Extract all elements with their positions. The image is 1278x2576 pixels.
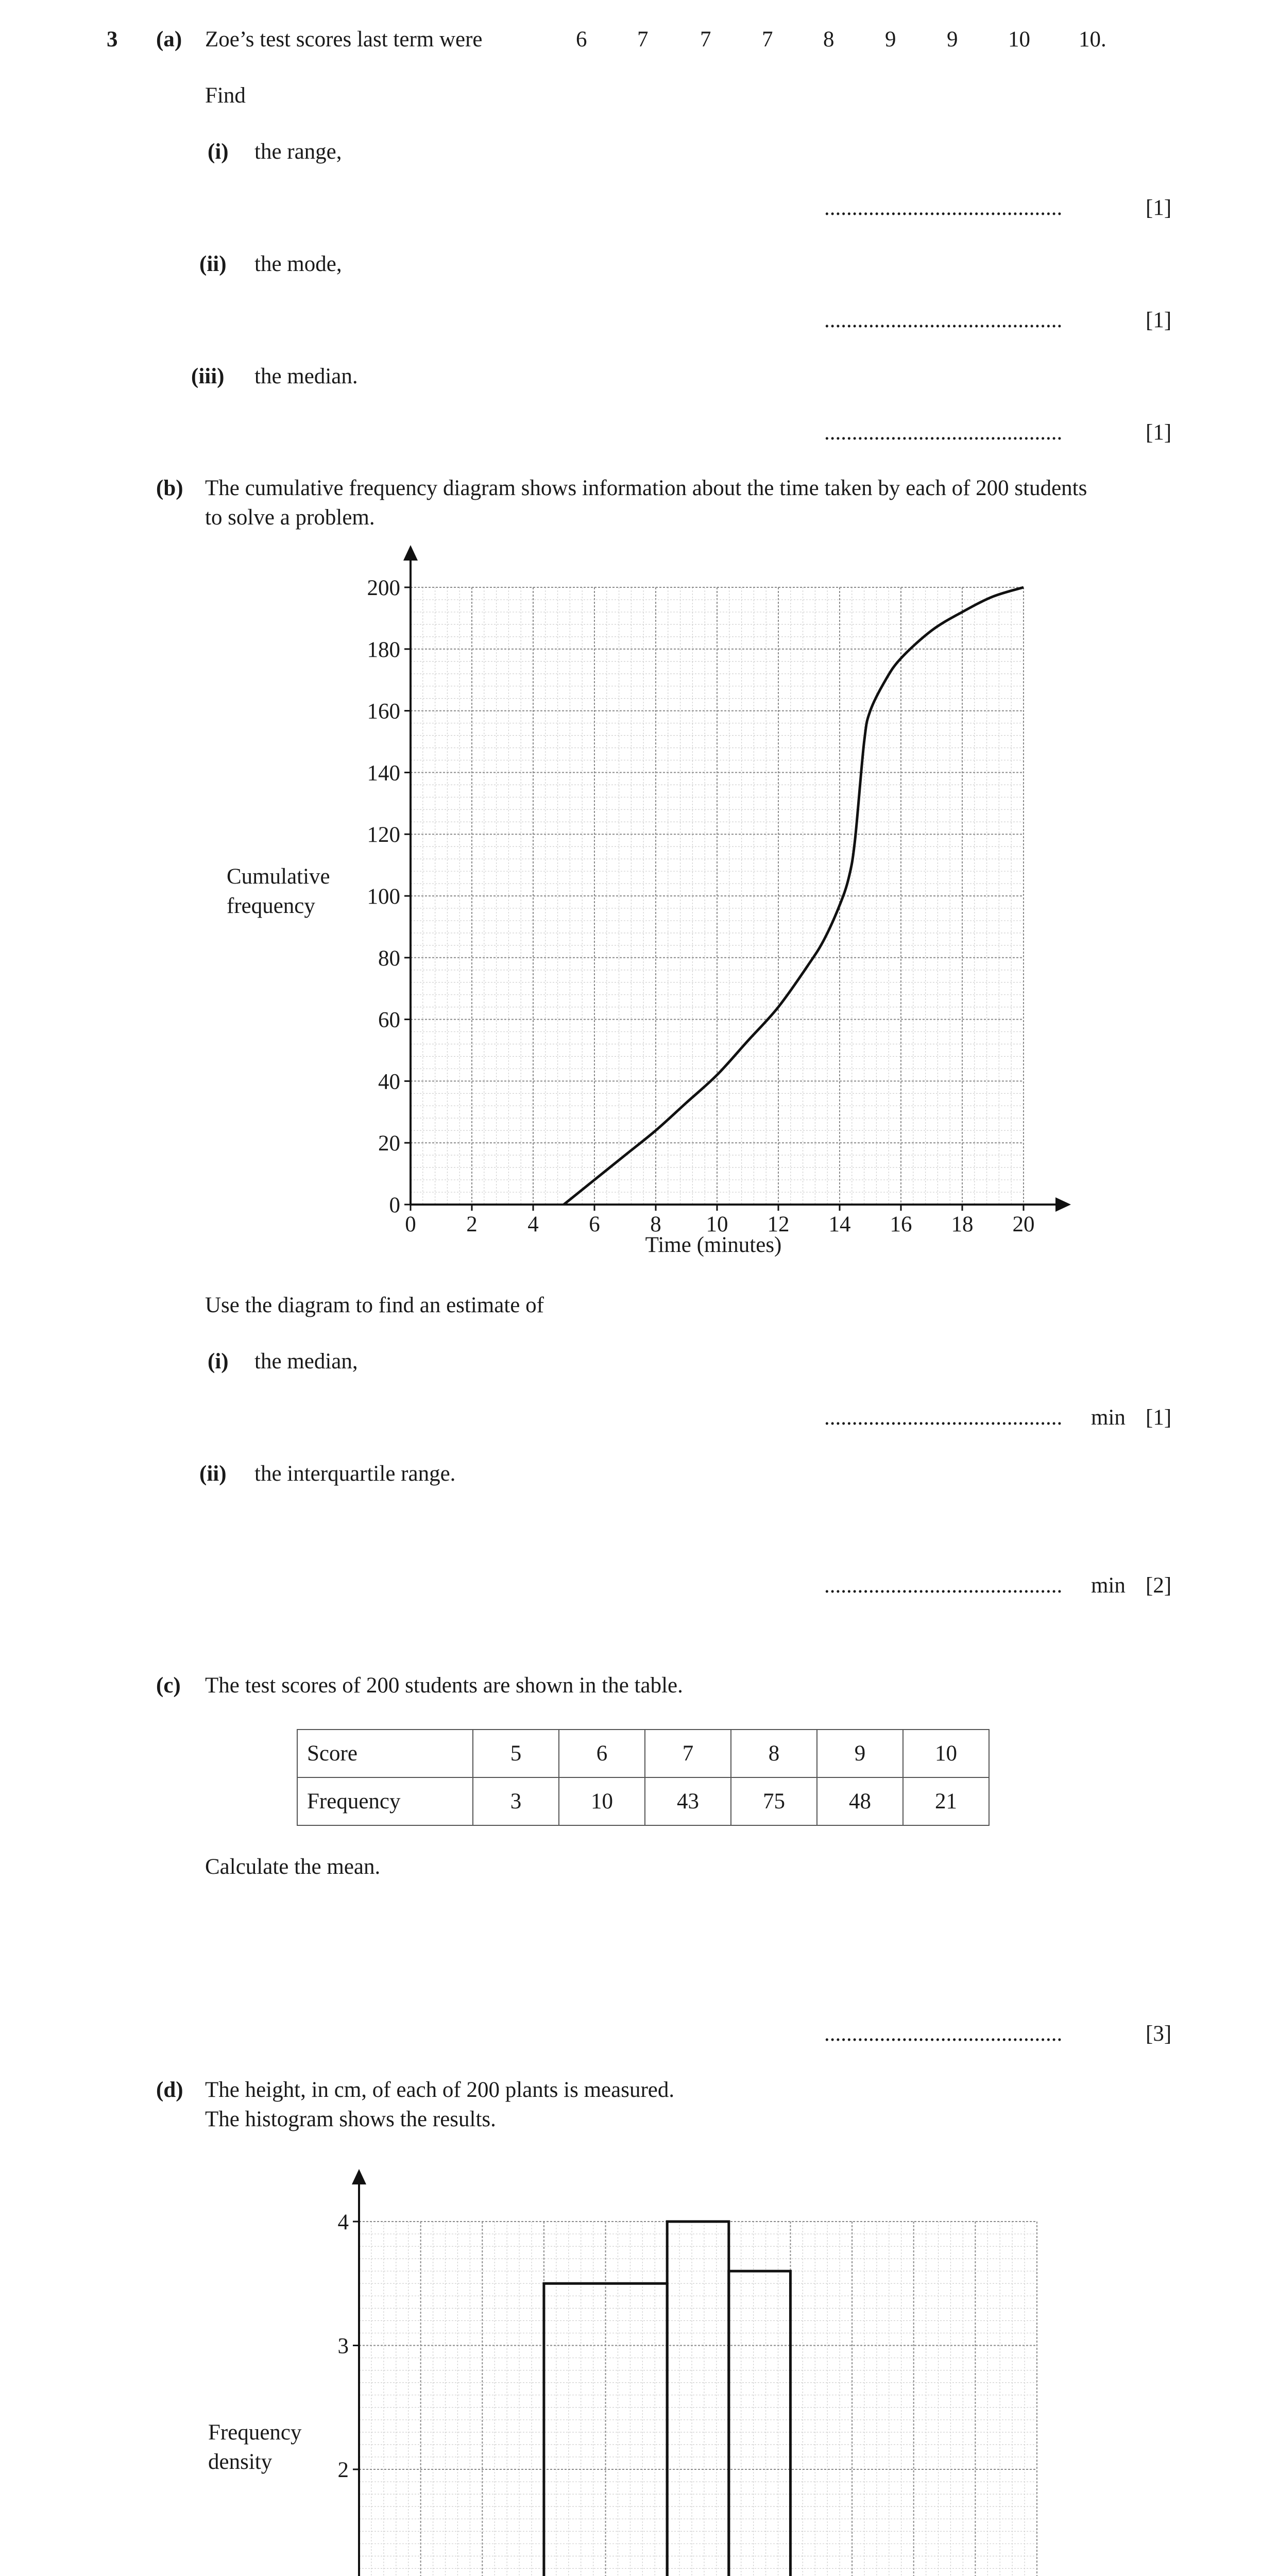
item-text: the range,	[254, 140, 342, 164]
y-tick-label: 140	[367, 761, 400, 786]
chart-grid	[411, 587, 1024, 1205]
table-cell: 6	[559, 1730, 645, 1777]
y-axis-arrow	[352, 2169, 366, 2184]
y-tick-label: 3	[337, 2334, 349, 2359]
x-tick-label: 10	[706, 1212, 728, 1236]
x-tick-label: 20	[1012, 1212, 1035, 1236]
histogram-bar	[667, 2222, 729, 2576]
row-header: Frequency	[297, 1777, 473, 1825]
y-tick-label: 80	[378, 946, 400, 971]
table-row	[297, 1777, 989, 1825]
y-tick-label: 120	[367, 823, 400, 848]
table-cell: 7	[645, 1730, 731, 1777]
score-value: 7	[762, 27, 773, 52]
y-tick-label: 100	[367, 885, 400, 909]
score-value: 10	[1008, 27, 1030, 52]
item-label: (ii)	[199, 252, 227, 276]
question-number: 3	[107, 27, 118, 52]
score-value: 10.	[1079, 27, 1106, 52]
tick-labels	[367, 576, 1035, 1236]
table-cell: 8	[731, 1730, 817, 1777]
y-axis-label: Frequency	[208, 2420, 302, 2445]
table-cell: 10	[559, 1777, 645, 1825]
part-d-label: (d)	[156, 2078, 183, 2102]
x-tick-label: 6	[589, 1212, 600, 1236]
chart-axes	[352, 2169, 1079, 2576]
histogram-bar	[729, 2271, 791, 2576]
score-value: 7	[700, 27, 711, 52]
x-tick-label: 16	[890, 1212, 912, 1236]
part-b-instruction: Use the diagram to find an estimate of	[205, 1293, 544, 1317]
y-tick-label: 2	[337, 2458, 349, 2482]
y-tick-label: 4	[337, 2210, 349, 2234]
item-text: the mode,	[254, 252, 342, 276]
table-cell: 9	[817, 1730, 903, 1777]
part-c-text: The test scores of 200 students are shown in the table.	[205, 1673, 683, 1698]
y-axis-label: frequency	[227, 894, 315, 918]
score-value: 6	[576, 27, 587, 52]
chart-grid	[359, 2222, 1037, 2576]
table-cell: 48	[817, 1777, 903, 1825]
item-label: (i)	[208, 1349, 229, 1374]
part-b-text: The cumulative frequency diagram shows information about the time taken by each of 200 students	[205, 476, 1087, 500]
marks: [1]	[1146, 308, 1172, 332]
answer-line[interactable]: ...........................................	[824, 420, 1063, 445]
histogram-chart	[0, 2138, 1278, 2576]
y-tick-label: 20	[378, 1131, 400, 1156]
x-tick-label: 2	[466, 1212, 478, 1236]
y-axis-arrow	[403, 545, 418, 561]
score-value: 7	[637, 27, 649, 52]
unit: min	[1091, 1405, 1126, 1430]
chart-axes	[403, 545, 1071, 1212]
answer-line[interactable]: ...........................................	[824, 308, 1063, 332]
part-c-label: (c)	[156, 1673, 181, 1698]
row-header: Score	[297, 1730, 473, 1777]
part-b-text: to solve a problem.	[205, 505, 375, 530]
score-value: 9	[947, 27, 958, 52]
marks: [1]	[1146, 196, 1172, 220]
x-tick-label: 12	[767, 1212, 790, 1236]
frequency-table	[297, 1729, 990, 1826]
answer-line[interactable]: ...........................................	[824, 2022, 1063, 2046]
find-instruction: Find	[205, 83, 246, 108]
y-tick-label: 180	[367, 637, 400, 662]
item-text: the interquartile range.	[254, 1462, 456, 1486]
part-b-label: (b)	[156, 476, 183, 500]
y-tick-label: 40	[378, 1070, 400, 1094]
part-a-label: (a)	[156, 27, 182, 52]
part-a-stem: Zoe’s test scores last term were	[205, 27, 483, 52]
table-cell: 75	[731, 1777, 817, 1825]
y-tick-label: 0	[389, 1193, 400, 1217]
answer-line[interactable]: ...........................................	[824, 1405, 1063, 1430]
table-cell: 43	[645, 1777, 731, 1825]
table-cell: 21	[903, 1777, 989, 1825]
y-tick-label: 200	[367, 576, 400, 600]
y-tick-label: 60	[378, 1008, 400, 1032]
table-row	[297, 1730, 989, 1777]
part-d-text: The histogram shows the results.	[205, 2107, 496, 2131]
cumulative-frequency-chart	[0, 531, 1278, 1267]
x-axis-arrow	[1055, 1197, 1071, 1212]
answer-line[interactable]: ...........................................	[824, 1573, 1063, 1598]
x-axis-label: Time (minutes)	[645, 1233, 782, 1257]
x-tick-label: 14	[828, 1212, 851, 1236]
item-label: (ii)	[199, 1462, 227, 1486]
score-value: 8	[823, 27, 834, 52]
unit: min	[1091, 1573, 1126, 1598]
x-tick-label: 8	[650, 1212, 661, 1236]
part-d-text: The height, in cm, of each of 200 plants is measured.	[205, 2078, 675, 2102]
item-text: the median.	[254, 364, 358, 388]
score-value: 9	[885, 27, 896, 52]
marks: [2]	[1146, 1573, 1172, 1598]
table-cell: 5	[473, 1730, 559, 1777]
part-c-instruction: Calculate the mean.	[205, 1855, 381, 1879]
y-axis-label: Cumulative	[227, 865, 330, 889]
item-label: (i)	[208, 140, 229, 164]
x-tick-label: 0	[405, 1212, 416, 1236]
table-cell: 10	[903, 1730, 989, 1777]
y-tick-label: 160	[367, 699, 400, 724]
table-cell: 3	[473, 1777, 559, 1825]
x-tick-label: 18	[951, 1212, 974, 1236]
y-axis-label: density	[208, 2450, 272, 2474]
x-tick-label: 4	[527, 1212, 539, 1236]
item-label: (iii)	[191, 364, 225, 388]
item-text: the median,	[254, 1349, 358, 1374]
marks: [3]	[1146, 2022, 1172, 2046]
marks: [1]	[1146, 1405, 1172, 1430]
histogram-bars	[359, 2222, 1037, 2576]
answer-line[interactable]: ...........................................	[824, 196, 1063, 220]
marks: [1]	[1146, 420, 1172, 445]
